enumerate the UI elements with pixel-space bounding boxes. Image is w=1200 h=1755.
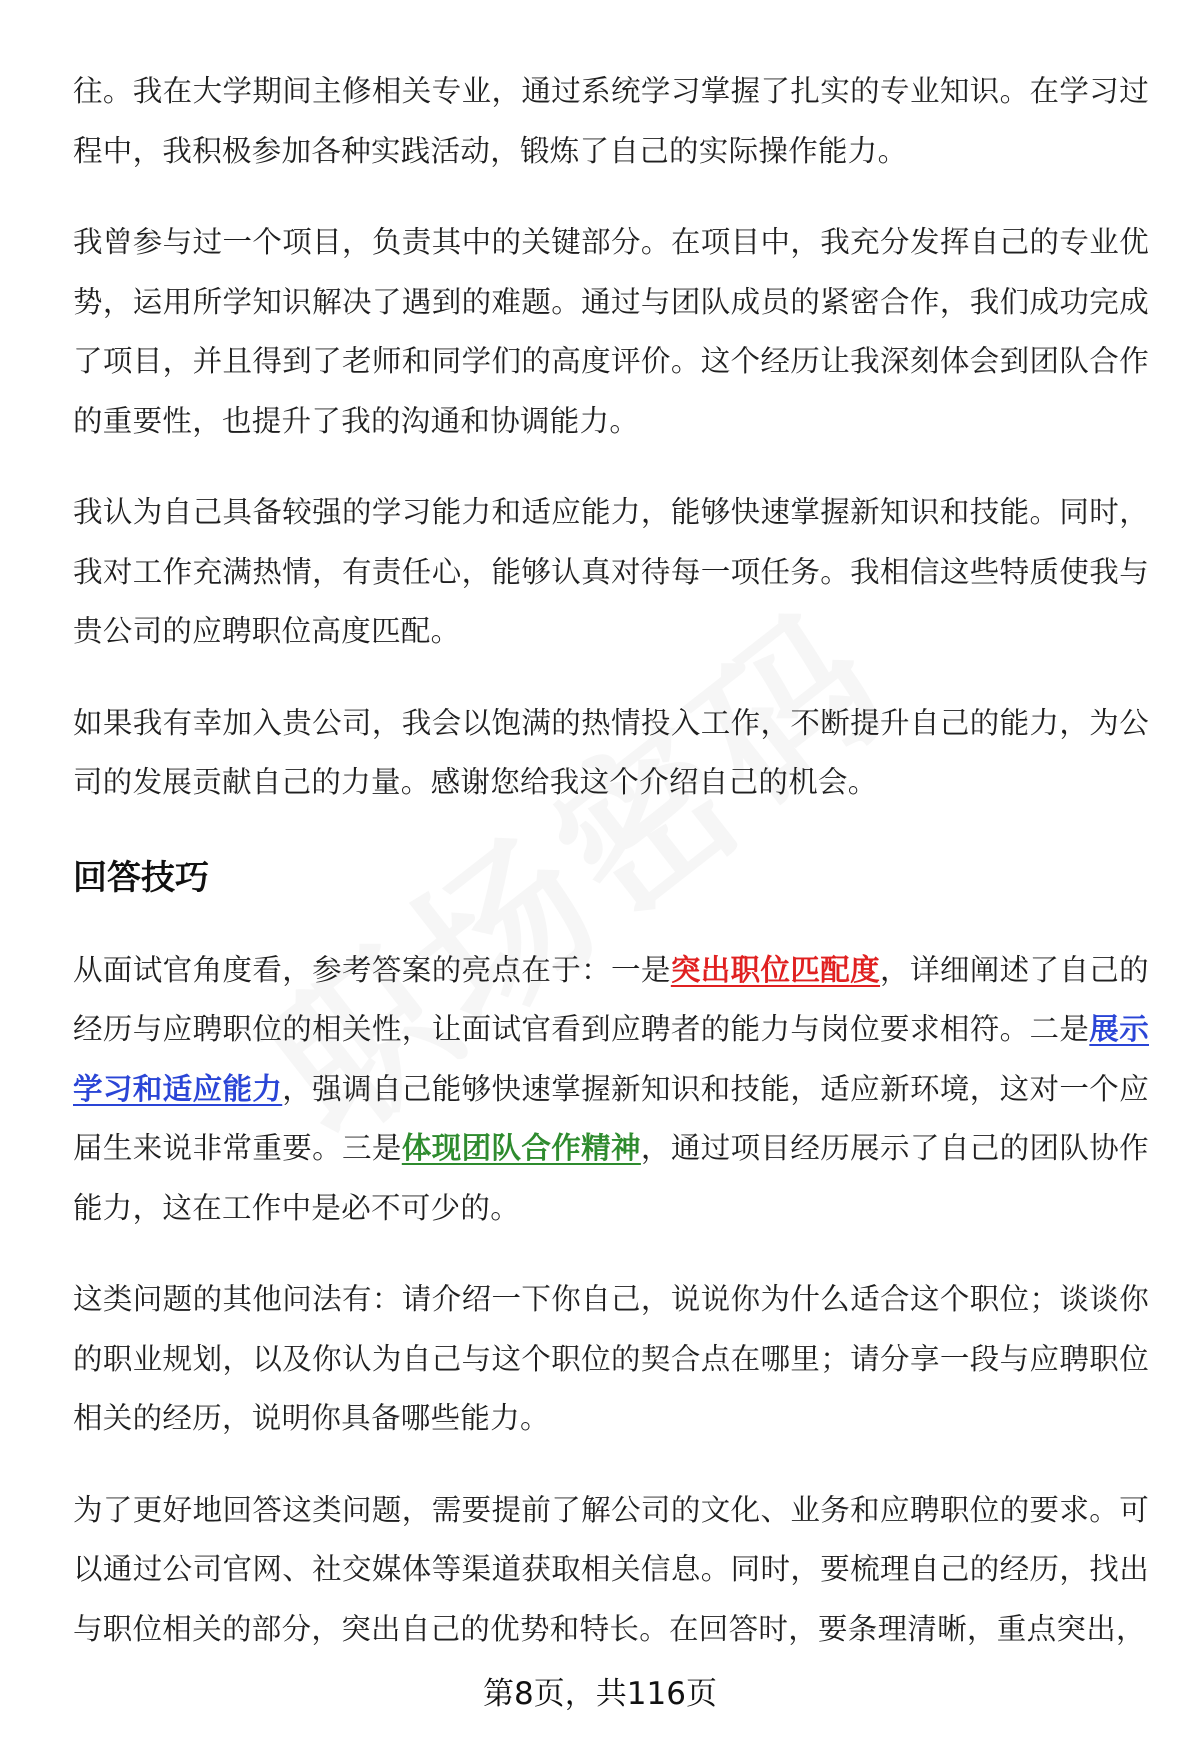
tip-text: ，通过项目经历展示了自己的团队协作能力，这在工作中是必不可少的。 (73, 1131, 1149, 1225)
page-footer: 第8页，共116页 (483, 1676, 717, 1712)
tip-text: 从面试官角度看，参考答案的亮点在于：一是 (73, 952, 671, 987)
document-body (73, 62, 1149, 1691)
tip-paragraph-1 (73, 941, 1149, 1239)
paragraph-1: 往。我在大学期间主修相关专业，通过系统学习掌握了扎实的专业知识。在学习过程中，我积极参加各种实践活动，锻炼了自己的实际操作能力。 (73, 74, 1149, 168)
section-title: 回答技巧 (73, 857, 209, 898)
tip-text: ，详细阐述了自己的经历与应聘职位的相关性，让面试官看到应聘者的能力与岗位要求相符。二是 (73, 952, 1149, 1046)
paragraph-4: 如果我有幸加入贵公司，我会以饱满的热情投入工作，不断提升自己的能力，为公司的发展贡献自己的力量。感谢您给我这个介绍自己的机会。 (73, 705, 1149, 799)
tip-paragraph-3: 为了更好地回答这类问题，需要提前了解公司的文化、业务和应聘职位的要求。可以通过公司官网、社交媒体等渠道获取相关信息。同时，要梳理自己的经历，找出与职位相关的部分，突出自己的优势和特长。在回答时，要条理清晰，重点突出， (73, 1492, 1149, 1646)
tip-text: ，强调自己能够快速掌握新知识和技能，适应新环境，这对一个应届生来说非常重要。三是 (73, 1071, 1150, 1165)
highlight-job-match: 突出职位匹配度 (670, 952, 881, 987)
paragraph-3: 我认为自己具备较强的学习能力和适应能力，能够快速掌握新知识和技能。同时，我对工作充满热情，有责任心，能够认真对待每一项任务。我相信这些特质使我与贵公司的应聘职位高度匹配。 (73, 495, 1149, 648)
highlight-teamwork: 体现团队合作精神 (401, 1131, 641, 1165)
paragraph-2: 我曾参与过一个项目，负责其中的关键部分。在项目中，我充分发挥自己的专业优势，运用所学知识解决了遇到的难题。通过与团队成员的紧密合作，我们成功完成了项目，并且得到了老师和同学们的高度评价。这个经历让我深刻体会到团队合作的重要性，也提升了我的沟通和协调能力。 (73, 225, 1149, 438)
highlight-learning-ability: 展示学习和适应能力 (73, 1012, 1149, 1106)
tip-paragraph-2: 这类问题的其他问法有：请介绍一下你自己，说说你为什么适合这个职位；谈谈你的职业规划，以及你认为自己与这个职位的契合点在哪里；请分享一段与应聘职位相关的经历，说明你具备哪些能力。 (73, 1282, 1149, 1435)
